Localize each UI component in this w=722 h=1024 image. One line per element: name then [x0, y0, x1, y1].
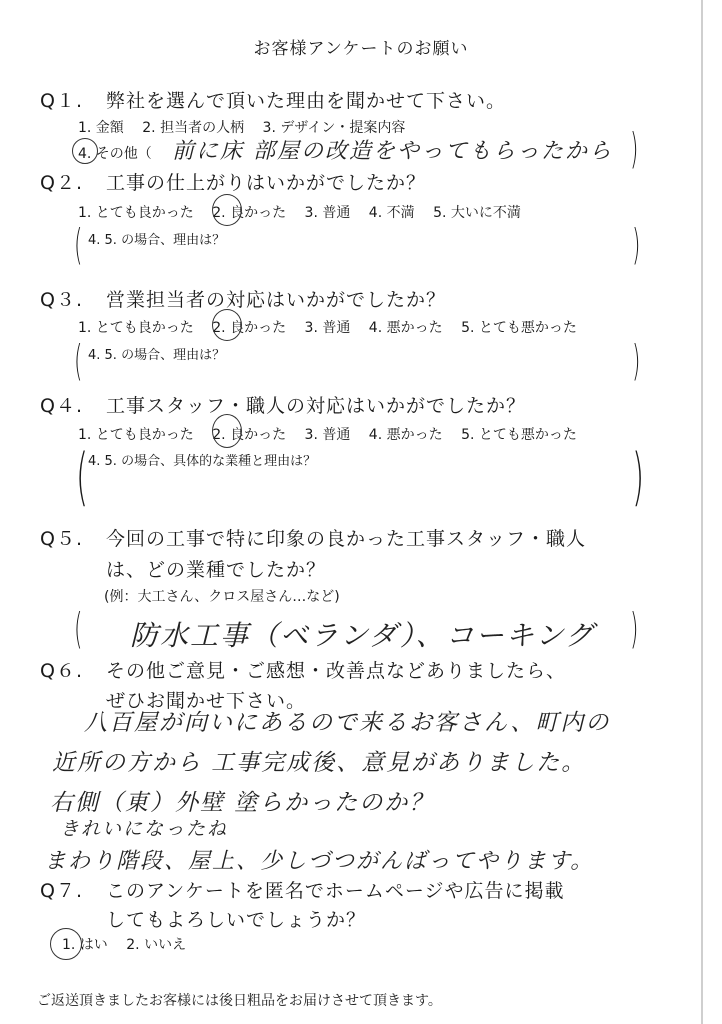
q7-text-line2: してもよろしいでしょうか？: [106, 909, 367, 931]
q4-close-paren: ): [632, 440, 645, 513]
q1-number: Q１.: [40, 90, 83, 112]
q6-number: Q６.: [40, 660, 83, 682]
q3-open-paren: (: [74, 336, 83, 385]
q6-text-line1: その他ご意見・ご感想・改善点などありましたら、: [106, 660, 567, 682]
q1-question: [40, 86, 506, 113]
q2-option-2[interactable]: 2. 良かった: [212, 205, 287, 221]
q4-option-3[interactable]: 3. 普通: [304, 427, 351, 443]
q2-options: [78, 202, 535, 222]
q1-option-3[interactable]: 3. デザイン・提案内容: [262, 120, 406, 136]
q4-number: Q４.: [40, 395, 83, 417]
q6-answer-line-5: まわり階段、屋上、少しづつがんばってやります。: [44, 849, 595, 874]
q7-option-2[interactable]: 2. いいえ: [126, 937, 187, 953]
q6-question: [40, 656, 566, 683]
page-title: お客様アンケートのお願い: [253, 39, 469, 59]
q4-note: 4. 5. の場合、具体的な業種と理由は？: [88, 454, 317, 469]
q5-text-line2: は、どの業種でしたか？: [106, 559, 327, 581]
q4-option-4[interactable]: 4. 悪かった: [368, 427, 443, 443]
q1-option-1[interactable]: 1. 金額: [78, 120, 124, 136]
q2-option-1[interactable]: 1. とても良かった: [78, 205, 194, 221]
page-edge-line: [701, 0, 703, 1024]
q1-close-paren: ): [630, 124, 639, 173]
q2-option-3[interactable]: 3. 普通: [304, 205, 351, 221]
q4-option-1[interactable]: 1. とても良かった: [78, 427, 194, 443]
q1-other-answer: 前に床 部屋の改造をやってもらったから: [172, 139, 613, 164]
q2-text: 工事の仕上がりはいかがでしたか？: [106, 172, 427, 194]
q2-open-paren: (: [74, 220, 83, 269]
q7-number: Q７.: [40, 880, 83, 902]
q7-selected-circle: [50, 928, 82, 960]
q3-options: [78, 317, 591, 337]
q1-text: 弊社を選んで頂いた理由を聞かせて下さい。: [106, 90, 507, 112]
q6-answer-line-3: 右側（東）外壁 塗らかったのか？: [50, 790, 435, 816]
q1-option-2[interactable]: 2. 担当者の人柄: [142, 120, 245, 136]
q2-close-paren: ): [632, 220, 641, 269]
q1-selected-circle: [72, 138, 98, 164]
q5-close-paren: ): [630, 604, 639, 653]
q7-question: [40, 876, 564, 903]
q7-options: [62, 934, 200, 954]
q2-number: Q２.: [40, 172, 83, 194]
q6-text-line2: ぜひお聞かせ下さい。: [106, 690, 307, 712]
q4-open-paren: (: [76, 440, 89, 513]
q7-option-1[interactable]: 1. はい: [62, 937, 108, 953]
q4-text: 工事スタッフ・職人の対応はいかがでしたか？: [106, 395, 527, 417]
q2-note: 4. 5. の場合、理由は？: [88, 233, 226, 248]
q3-option-3[interactable]: 3. 普通: [304, 320, 351, 336]
q3-text: 営業担当者の対応はいかがでしたか？: [106, 289, 447, 311]
q6-answer-line-2: 近所の方から 工事完成後、意見がありました。: [52, 750, 587, 776]
q3-option-4[interactable]: 4. 悪かった: [368, 320, 443, 336]
q5-number: Q５.: [40, 528, 83, 550]
q3-number: Q３.: [40, 289, 83, 311]
q4-options: [78, 424, 591, 444]
q5-text-line1: 今回の工事で特に印象の良かった工事スタッフ・職人: [106, 528, 587, 550]
q5-open-paren: (: [74, 604, 83, 653]
q4-selected-circle: [212, 414, 242, 448]
q3-option-2[interactable]: 2. 良かった: [212, 320, 287, 336]
q4-option-2[interactable]: 2. 良かった: [212, 427, 287, 443]
q2-selected-circle: [212, 194, 242, 226]
q2-option-5[interactable]: 5. 大いに不満: [433, 205, 521, 221]
footer-note: ご返送頂きましたお客様には後日粗品をお届けさせて頂きます。: [37, 993, 442, 1009]
q3-note: 4. 5. の場合、理由は？: [88, 348, 226, 363]
q3-option-5[interactable]: 5. とても悪かった: [461, 320, 577, 336]
q3-option-1[interactable]: 1. とても良かった: [78, 320, 194, 336]
q5-answer: 防水工事（ベランダ）、コーキング: [130, 619, 595, 652]
q2-question: [40, 168, 426, 195]
q5-question: [40, 524, 586, 551]
q2-option-4[interactable]: 4. 不満: [368, 205, 415, 221]
q4-option-5[interactable]: 5. とても悪かった: [461, 427, 577, 443]
q4-question: [40, 391, 526, 418]
q6-answer-line-1: 八百屋が向いにあるので来るお客さん、町内の: [84, 710, 611, 736]
q5-example: (例：大工さん、クロス屋さん…など): [104, 589, 340, 605]
q3-selected-circle: [212, 309, 242, 341]
q1-option-4[interactable]: 4. その他（: [78, 146, 152, 162]
q7-text-line1: このアンケートを匿名でホームページや広告に掲載: [106, 880, 565, 902]
q6-answer-line-4: きれいになったね: [60, 818, 229, 840]
q3-close-paren: ): [632, 336, 641, 385]
q3-question: [40, 285, 446, 312]
